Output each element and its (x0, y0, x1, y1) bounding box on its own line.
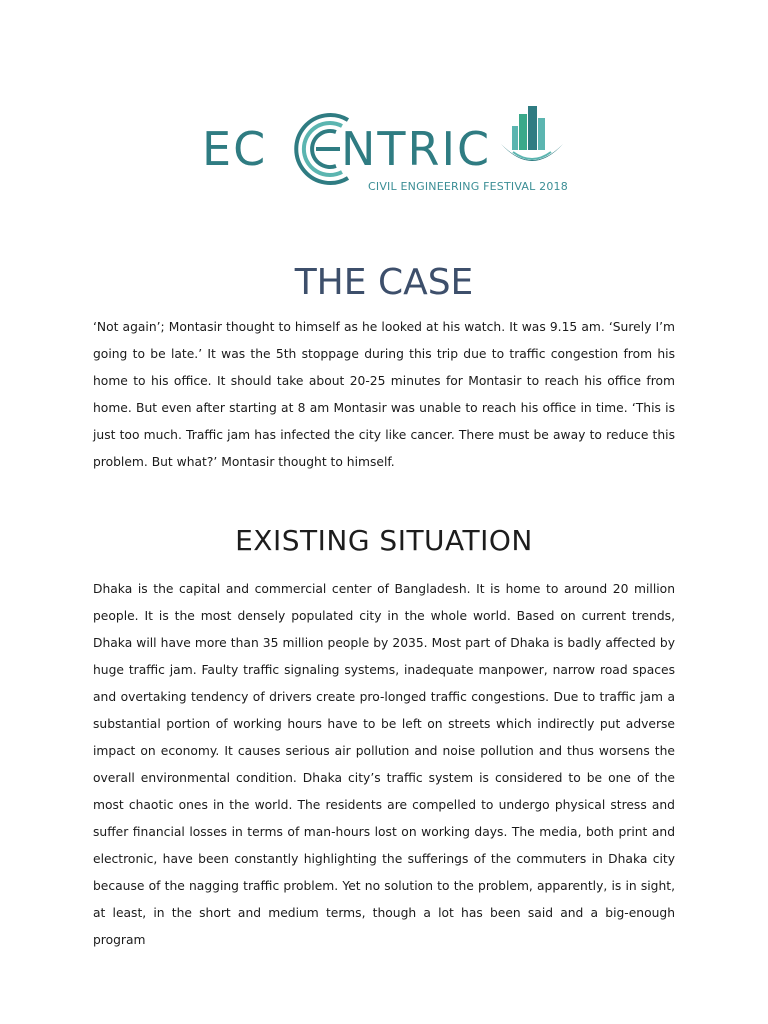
situation-paragraph: Dhaka is the capital and commercial center of Bangladesh. It is home to around 20 million people. It is the most densely populated city in the whole world. Based on current trends, Dhaka will have more than 35 million people by 2035. Most part of Dhaka is badly affected by huge traffic jam. Faulty traffic signaling systems, inadequate manpower, narrow road spaces and overtaking tendency of drivers create pro-longed traffic congestions. Due to traffic jam a substantial portion of working hours have to be left on streets which indirectly put adverse impact on economy. It causes serious air pollution and noise pollution and thus worsens the overall environmental condition. Dhaka city’s traffic system is considered to be one of the most chaotic ones in the world. The residents are compelled to undergo physical stress and suffer financial losses in terms of man-hours lost on working days. The media, both print and electronic, have been constantly highlighting the sufferings of the commuters in Dhaka city because of the nagging traffic problem. Yet no solution to the problem, apparently, is in sight, at least, in the short and medium terms, though a lot has been said and a big-enough program (93, 582, 675, 947)
logo-word-right: NTRIC (341, 122, 492, 176)
existing-situation-heading: EXISTING SITUATION (235, 524, 533, 557)
case-heading: THE CASE (294, 262, 474, 303)
logo-subtitle: CIVIL ENGINEERING FESTIVAL 2018 (368, 180, 568, 193)
logo-concentric-c-icon (282, 100, 362, 200)
case-paragraph: ‘Not again’; Montasir thought to himself as he looked at his watch. It was 9.15 am. ‘Surely I’m going to be late.’ It was the 5th stoppage during this trip due to traffic congestion from his home to his office. It should take about 20-25 minutes for Montasir to reach his office from home. But even after starting at 8 am Montasir was unable to reach his office in time. ‘This is just too much. Traffic jam has infected the city like cancer. There must be away to reduce this problem. But what?’ Montasir thought to himself. (93, 320, 675, 469)
logo-word-left: EC (202, 122, 268, 176)
city-leaf-icon (497, 100, 567, 180)
eccentric-logo (200, 100, 570, 200)
